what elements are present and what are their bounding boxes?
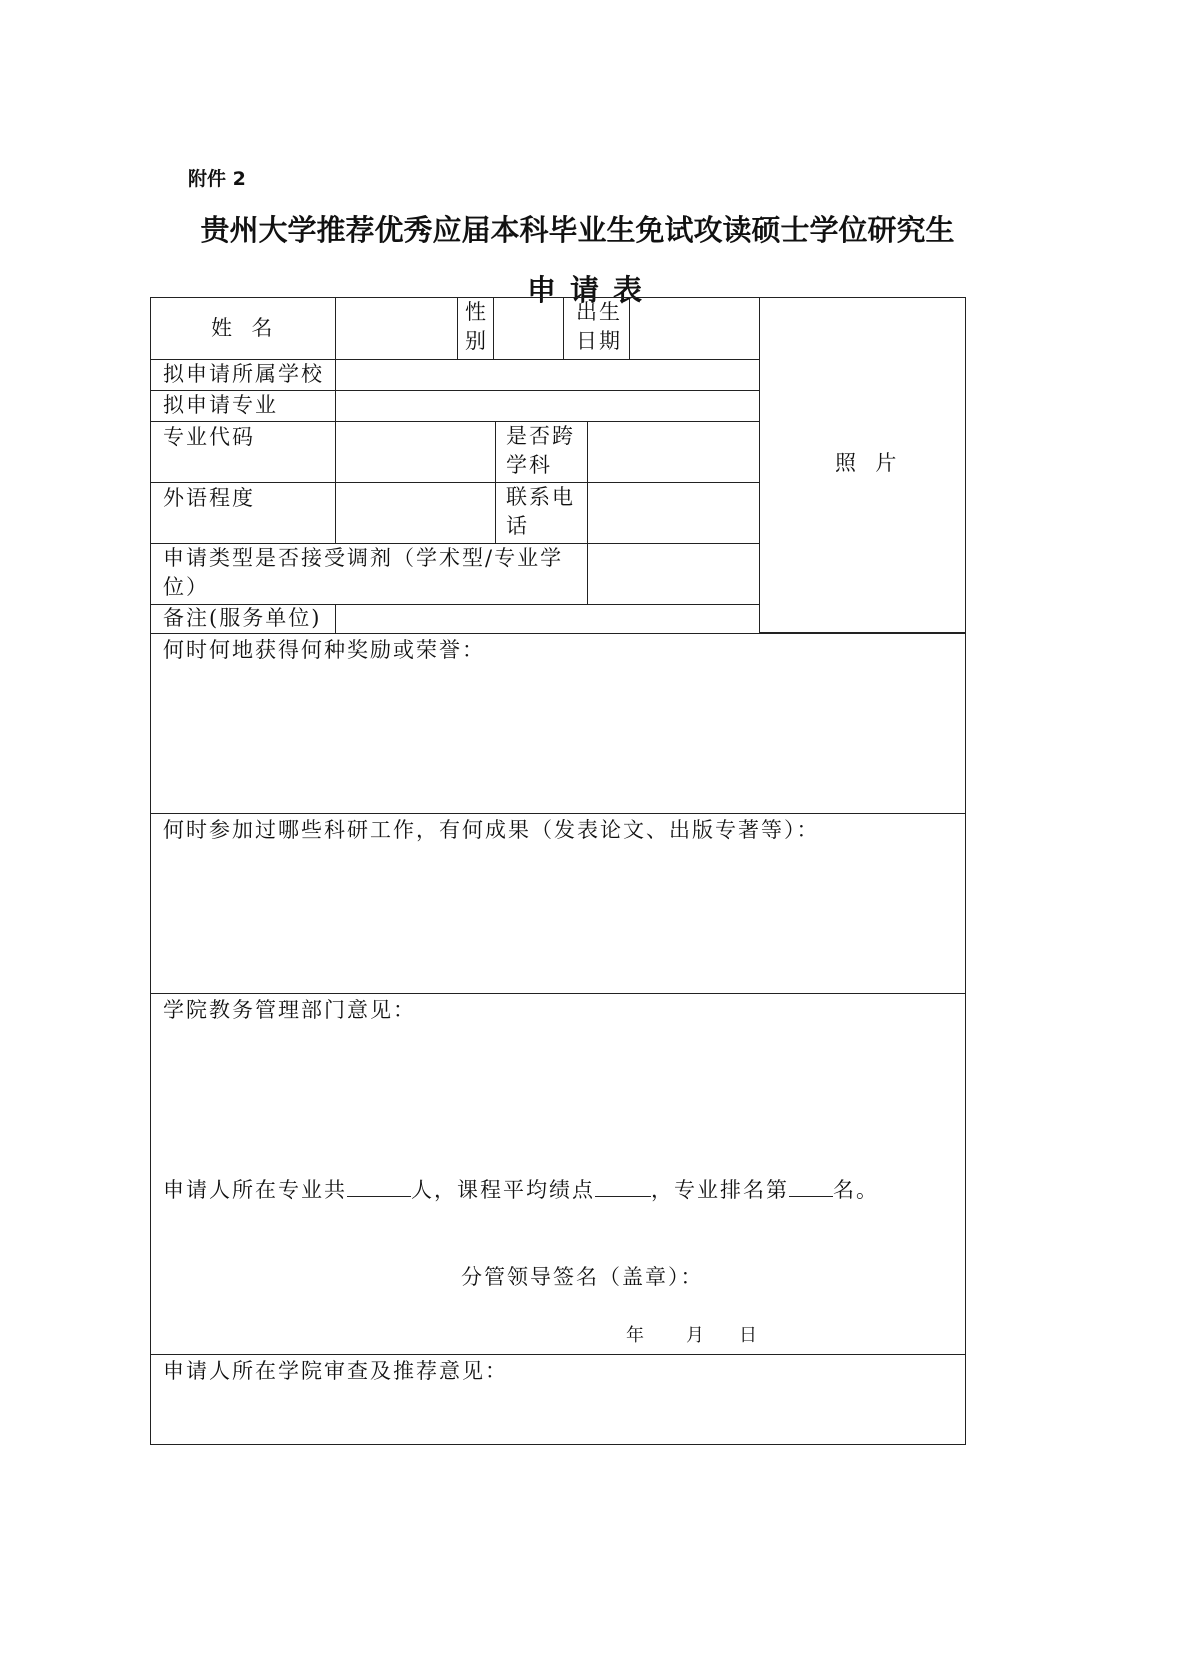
gender-label-cell: [457, 297, 494, 360]
year-label: 年: [626, 1325, 646, 1346]
school-label-cell: [150, 359, 336, 391]
name-label: 姓 名: [211, 316, 275, 340]
major-input-cell[interactable]: [335, 390, 760, 422]
cross-discipline-label: 是否跨 学科: [506, 424, 575, 477]
form-subtitle: 申请表: [526, 273, 656, 307]
rank-text-2: 人，课程平均绩点: [411, 1178, 595, 1202]
photo-label: 照 片: [835, 451, 899, 475]
major-label-cell: [150, 390, 336, 422]
rank-text-3: ，专业排名第: [651, 1178, 789, 1202]
adjust-label-cell: [150, 543, 588, 605]
attachment-label: 附件 2: [188, 168, 246, 190]
birth-input-cell[interactable]: [629, 297, 760, 360]
dept-opinion-section[interactable]: [150, 993, 966, 1355]
school-label: 拟申请所属学校: [163, 362, 324, 386]
rank-statement: [163, 1174, 879, 1206]
gender-input-cell[interactable]: [493, 297, 564, 360]
rank-text-1: 申请人所在专业共: [163, 1178, 347, 1202]
language-input-cell[interactable]: [335, 482, 496, 544]
form-title: 贵州大学推荐优秀应届本科毕业生免试攻读硕士学位研究生: [200, 213, 955, 247]
major-count-blank[interactable]: [347, 1174, 411, 1197]
name-input-cell[interactable]: [335, 297, 458, 360]
remark-label: 备注(服务单位): [163, 606, 322, 630]
birth-label-cell: [563, 297, 630, 360]
rank-text-4: 名。: [833, 1178, 879, 1202]
awards-section[interactable]: [150, 633, 966, 814]
major-code-input-cell[interactable]: [335, 421, 496, 483]
adjust-label: 申请类型是否接受调剂（学术型/专业学 位）: [163, 546, 564, 599]
language-label-cell: [150, 482, 336, 544]
photo-cell: [759, 297, 966, 633]
sign-label: 分管领导签名（盖章）：: [461, 1265, 704, 1289]
college-opinion-section[interactable]: [150, 1354, 966, 1445]
dept-opinion-label: 学院教务管理部门意见：: [163, 998, 416, 1022]
college-opinion-label: 申请人所在学院审查及推荐意见：: [163, 1359, 508, 1383]
research-section[interactable]: [150, 813, 966, 994]
school-input-cell[interactable]: [335, 359, 760, 391]
phone-label: 联系电 话: [506, 485, 575, 538]
name-label-cell: [150, 297, 336, 360]
language-label: 外语程度: [163, 486, 255, 510]
remark-label-cell: [150, 604, 336, 634]
major-label: 拟申请专业: [163, 393, 278, 417]
day-label: 日: [739, 1325, 759, 1346]
month-label: 月: [686, 1325, 706, 1346]
phone-input-cell[interactable]: [587, 482, 760, 544]
research-label: 何时参加过哪些科研工作，有何成果（发表论文、出版专著等）：: [163, 818, 820, 842]
cross-discipline-input-cell[interactable]: [587, 421, 760, 483]
awards-label: 何时何地获得何种奖励或荣誉：: [163, 638, 485, 662]
adjust-input-cell[interactable]: [587, 543, 760, 605]
remark-input-cell[interactable]: [335, 604, 760, 634]
gender-label: 性 别: [465, 300, 488, 353]
phone-label-cell: [495, 482, 588, 544]
rank-blank[interactable]: [789, 1174, 833, 1197]
major-code-label-cell: [150, 421, 336, 483]
gpa-blank[interactable]: [595, 1174, 651, 1197]
major-code-label: 专业代码: [163, 425, 255, 449]
cross-discipline-label-cell: [495, 421, 588, 483]
birth-label: 出生 日期: [576, 300, 622, 353]
